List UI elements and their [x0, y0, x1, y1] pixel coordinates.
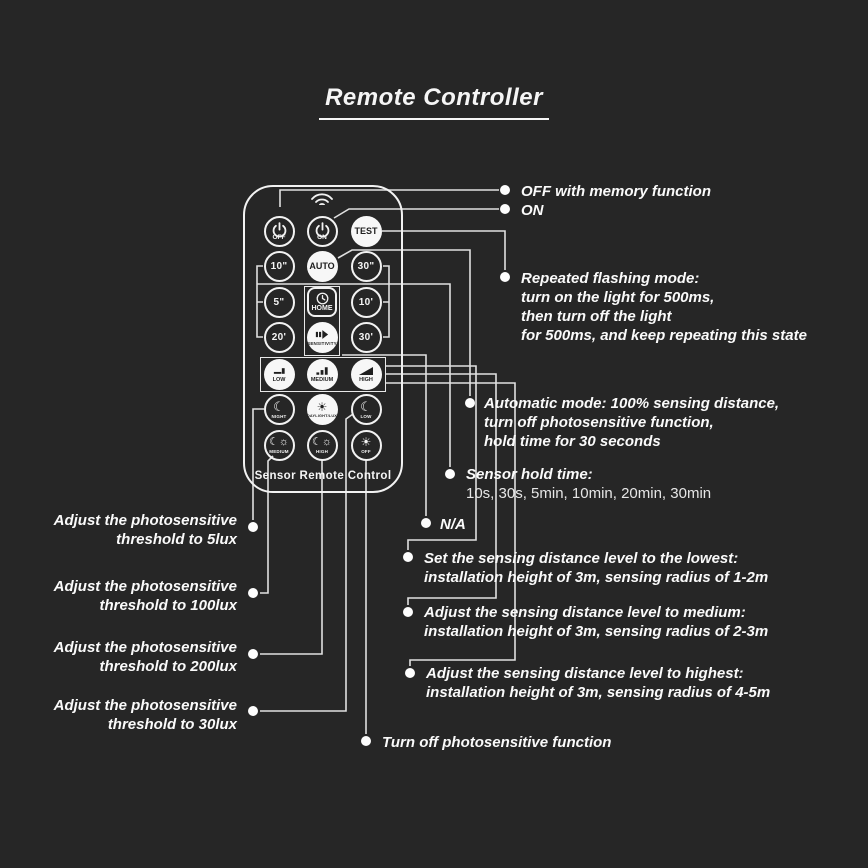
callout-line: installation height of 3m, sensing radius of 2-3m — [424, 623, 769, 640]
photo-low-label: LOW — [360, 413, 372, 419]
time-30s-button[interactable] — [351, 251, 382, 282]
callout-repeated-flashing — [521, 269, 807, 345]
time-20m-label: 20' — [271, 331, 287, 343]
callout-line: threshold to 5lux — [116, 531, 237, 548]
distance-high-label: HIGH — [359, 376, 373, 383]
distance-high-button[interactable] — [351, 359, 382, 390]
callout-line: threshold to 100lux — [99, 597, 237, 614]
callout-on — [521, 201, 544, 220]
time-10m-label: 10' — [358, 296, 374, 308]
callout-lux30 — [54, 696, 237, 734]
time-10s-button[interactable] — [264, 251, 295, 282]
callout-off-memory — [521, 182, 711, 201]
photo-low-button[interactable] — [351, 394, 382, 425]
time-30m-button[interactable] — [351, 322, 382, 353]
bullet-hold-time — [445, 469, 455, 479]
callout-line: threshold to 200lux — [99, 658, 237, 675]
callout-na — [440, 515, 466, 534]
callout-line: Adjust the sensing distance level to highest: — [426, 665, 744, 682]
photo-high-button[interactable] — [307, 430, 338, 461]
callout-line: Turn off photosensitive function — [382, 734, 612, 751]
on-button-label: ON — [317, 233, 327, 241]
photo-daylux-label: DAYLIGHT/LUX — [306, 413, 338, 418]
callout-line: then turn off the light — [521, 308, 672, 325]
bullet-distance-high — [405, 668, 415, 678]
callout-distance-low — [424, 549, 768, 587]
sensitivity-button-label: SENSITIVITY — [307, 340, 337, 346]
callout-line: Adjust the photosensitive — [53, 639, 237, 656]
time-10s-label: 10" — [270, 260, 288, 272]
callout-line: Adjust the photosensitive — [53, 578, 237, 595]
bullet-test — [500, 272, 510, 282]
moon-icon: ☾ — [273, 398, 285, 414]
time-10m-button[interactable] — [351, 287, 382, 318]
photo-off-button[interactable] — [351, 430, 382, 461]
photo-off-label: OFF — [361, 449, 371, 454]
on-button[interactable] — [307, 216, 338, 247]
home-button[interactable] — [307, 287, 337, 317]
bullet-auto — [465, 398, 475, 408]
distance-low-button[interactable] — [264, 359, 295, 390]
callout-line: turn on the light for 500ms, — [521, 289, 715, 306]
callout-lux200 — [54, 638, 237, 676]
callout-line: N/A — [440, 516, 466, 533]
moon-sun-icon: ☾☼ — [312, 435, 332, 448]
bullet-lux100 — [248, 588, 258, 598]
distance-low-label: LOW — [272, 376, 286, 383]
bullet-lux30 — [248, 706, 258, 716]
test-button[interactable] — [351, 216, 382, 247]
moon-icon: ☾ — [360, 398, 372, 414]
test-button-label: TEST — [354, 226, 378, 236]
clock-icon — [316, 292, 329, 305]
time-30s-label: 30" — [357, 260, 375, 272]
photo-medium-label: MEDIUM — [269, 448, 289, 454]
callout-line: OFF with memory function — [521, 183, 711, 200]
bullet-na — [421, 518, 431, 528]
off-button[interactable] — [264, 216, 295, 247]
ramp-high-icon — [358, 366, 374, 376]
callout-line: Adjust the photosensitive — [53, 697, 237, 714]
photo-night-label: NIGHT — [271, 413, 287, 419]
remote-footer-label: Sensor Remote Control — [254, 470, 392, 482]
page-title-wrap — [0, 84, 868, 120]
callout-lux5 — [54, 511, 237, 549]
callout-hold-time-values: 10s, 30s, 5min, 10min, 20min, 30min — [466, 485, 712, 502]
bullet-off — [500, 185, 510, 195]
moon-sun-icon: ☾☼ — [269, 435, 289, 448]
bullet-distance-medium — [403, 607, 413, 617]
callout-distance-medium — [424, 603, 768, 641]
callout-line: installation height of 3m, sensing radius of 1-2m — [424, 569, 769, 586]
bullet-lux5 — [248, 522, 258, 532]
callout-hold-time — [466, 465, 711, 503]
callout-lux100 — [54, 577, 237, 615]
callout-line: for 500ms, and keep repeating this state — [521, 327, 807, 344]
callout-line: hold time for 30 seconds — [484, 433, 661, 450]
time-5-button[interactable] — [264, 287, 295, 318]
bullet-on — [500, 204, 510, 214]
bars-medium-icon — [315, 366, 330, 376]
photo-daylux-button[interactable] — [307, 394, 338, 425]
distance-medium-label: MEDIUM — [310, 376, 334, 383]
callout-automatic-mode — [484, 394, 779, 451]
sun-icon: ☀ — [360, 435, 372, 449]
callout-line: Set the sensing distance level to the lowest: — [424, 550, 739, 567]
wifi-icon — [309, 190, 335, 205]
callout-line: turn off photosensitive function, — [484, 414, 714, 431]
bullet-lux200 — [248, 649, 258, 659]
auto-button[interactable] — [307, 251, 338, 282]
callout-photo-off — [382, 733, 611, 752]
distance-medium-button[interactable] — [307, 359, 338, 390]
callout-line: installation height of 3m, sensing radius of 4-5m — [426, 684, 771, 701]
callout-line: threshold to 30lux — [107, 716, 237, 733]
page-title: Remote Controller — [319, 84, 549, 120]
photo-night-button[interactable] — [264, 394, 295, 425]
fast-forward-icon — [315, 329, 329, 340]
callout-distance-high — [426, 664, 770, 702]
home-button-label: HOME — [311, 305, 333, 312]
bullet-photo-off — [361, 736, 371, 746]
callout-line: Repeated flashing mode: — [521, 270, 700, 287]
photo-high-label: HIGH — [315, 448, 329, 454]
bullet-distance-low — [403, 552, 413, 562]
auto-button-label: AUTO — [309, 261, 335, 271]
bars-low-icon — [272, 366, 287, 376]
sun-icon: ☀ — [316, 399, 328, 414]
callout-line: Automatic mode: 100% sensing distance, — [484, 395, 780, 412]
off-button-label: OFF — [272, 233, 286, 241]
callout-line: ON — [521, 202, 544, 219]
photo-medium-button[interactable] — [264, 430, 295, 461]
sensitivity-button[interactable] — [307, 322, 338, 353]
callout-line: Adjust the photosensitive — [53, 512, 237, 529]
callout-line: Adjust the sensing distance level to medium: — [424, 604, 746, 621]
time-30m-label: 30' — [358, 331, 374, 343]
callout-line: Sensor hold time: — [466, 466, 593, 483]
time-5-label: 5" — [273, 296, 285, 308]
time-20m-button[interactable] — [264, 322, 295, 353]
